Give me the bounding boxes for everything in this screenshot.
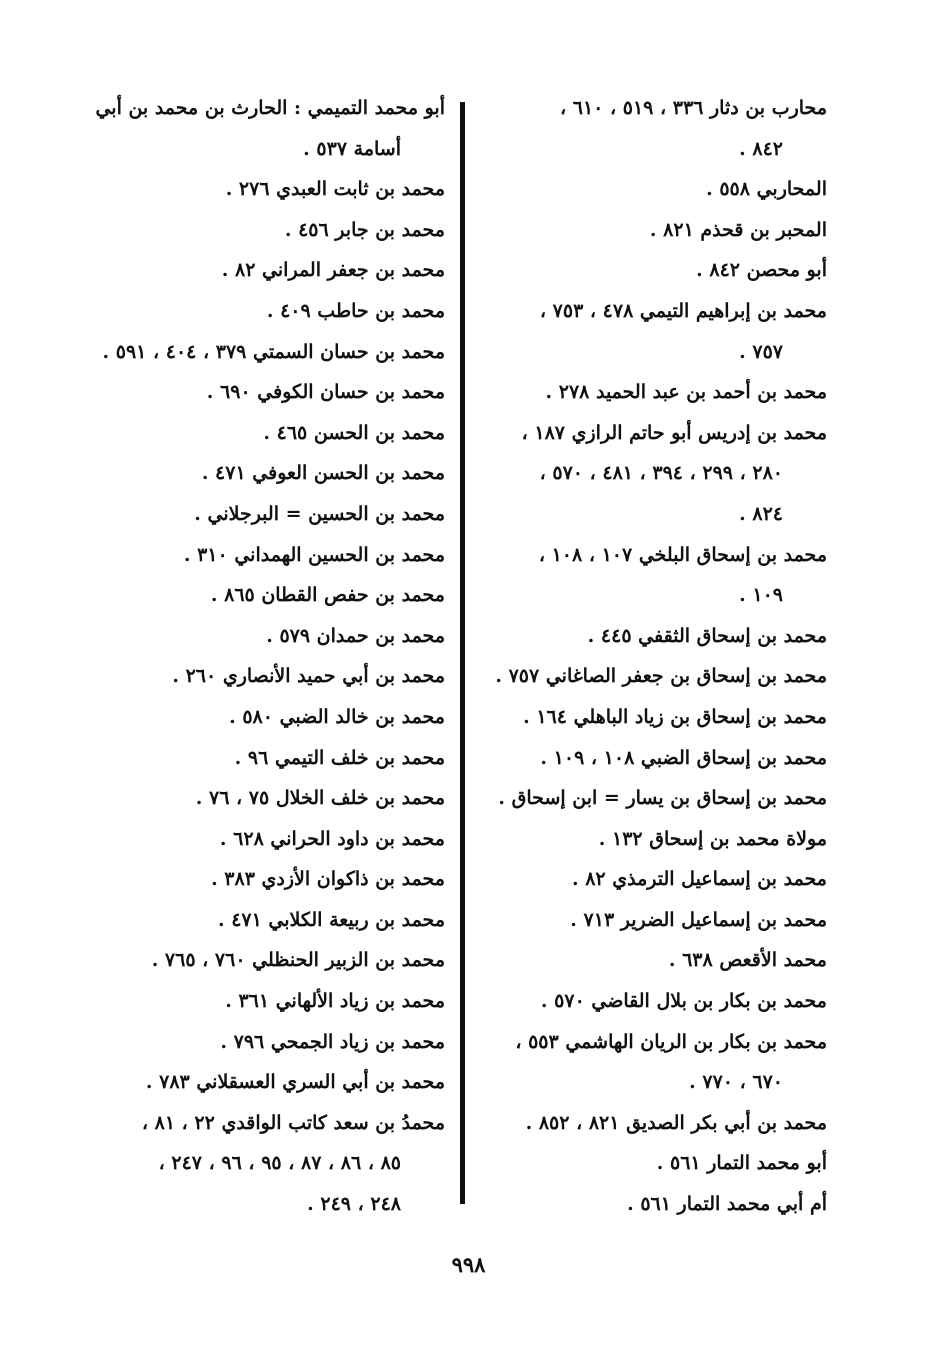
- index-entry: محمد بن الحسن ٤٦٥ .: [263, 421, 445, 444]
- index-entry: محمد بن إسحاق بن يسار = ابن إسحاق .: [498, 787, 827, 810]
- index-entry: محمد بن إسحاق الضبي ١٠٨ ، ١٠٩ .: [540, 746, 827, 769]
- index-entry: محمد بن الحسن العوفي ٤٧١ .: [201, 462, 445, 485]
- index-entry: مولاة محمد بن إسحاق ١٣٢ .: [598, 827, 827, 850]
- index-entry: محمد بن أحمد بن عبد الحميد ٢٧٨ .: [545, 381, 827, 404]
- index-entry: محمد بن الزبير الحنظلي ٧٦٠ ، ٧٦٥ .: [151, 949, 445, 972]
- index-entry: محمد الأقعص ٦٣٨ .: [668, 949, 827, 972]
- index-entry: محمد بن الحسين = البرجلاني .: [194, 502, 445, 525]
- index-entry: محمد بن ذاكوان الأزدي ٣٨٣ .: [211, 868, 445, 891]
- index-entry: محمد بن بكار بن بلال القاضي ٥٧٠ .: [540, 990, 827, 1013]
- index-entry: أبو محمد التمار ٥٦١ .: [656, 1152, 827, 1175]
- index-entry: محمد بن داود الحراني ٦٢٨ .: [219, 827, 445, 850]
- index-entry-continuation: ١٠٩ .: [739, 584, 783, 607]
- index-entry-continuation: ٢٨٠ ، ٢٩٩ ، ٣٩٤ ، ٤٨١ ، ٥٧٠ ،: [539, 462, 783, 485]
- index-entry-continuation: ٢٤٨ ، ٢٤٩ .: [307, 1193, 401, 1216]
- index-entry: محمد بن إسحاق الثقفي ٤٤٥ .: [587, 624, 827, 647]
- index-entry: محمد بن بكار بن الريان الهاشمي ٥٥٣ ،: [515, 1030, 827, 1053]
- index-entry: محمد بن ربيعة الكلابي ٤٧١ .: [217, 908, 445, 931]
- page-number: ٩٩٨: [451, 1252, 486, 1277]
- index-entry: محمد بن حسان الكوفي ٦٩٠ .: [206, 381, 445, 404]
- index-entry: محمد بن حسان السمتي ٣٧٩ ، ٤٠٤ ، ٥٩١ .: [102, 340, 445, 363]
- index-entry: محمد بن زياد الجمحي ٧٩٦ .: [220, 1030, 445, 1053]
- index-entry: محمد بن إسحاق بن زياد الباهلي ١٦٤ .: [523, 705, 827, 728]
- index-entry-continuation: ٨٢٤ .: [739, 502, 783, 525]
- index-entry: أبو محصن ٨٤٢ .: [696, 259, 827, 282]
- index-entry: محمد بن حاطب ٤٠٩ .: [266, 299, 445, 322]
- index-entry: محمد بن خلف التيمي ٩٦ .: [234, 746, 445, 769]
- index-entry: محمد بن أبي بكر الصديق ٨٢١ ، ٨٥٢ .: [525, 1111, 827, 1134]
- index-entry: محمد بن إسماعيل الضرير ٧١٣ .: [570, 908, 827, 931]
- index-column-right: [482, 88, 827, 1225]
- index-entry: المحبر بن قحذم ٨٢١ .: [649, 218, 827, 241]
- index-entry: محمد بن إسماعيل الترمذي ٨٢ .: [571, 868, 827, 891]
- index-entry: محمد بن حفص القطان ٨٦٥ .: [210, 584, 445, 607]
- index-entry: محمد بن إسحاق البلخي ١٠٧ ، ١٠٨ ،: [538, 543, 827, 566]
- index-entry: محمد بن الحسين الهمداني ٣١٠ .: [183, 543, 445, 566]
- index-entry: محمد بن أبي حميد الأنصاري ٢٦٠ .: [172, 665, 445, 688]
- index-entry: محمد بن إبراهيم التيمي ٤٧٨ ، ٧٥٣ ،: [539, 299, 827, 322]
- index-entry: محمدُ بن سعد كاتب الواقدي ٢٢ ، ٨١ ،: [141, 1111, 445, 1134]
- index-entry: محمد بن خلف الخلال ٧٥ ، ٧٦ .: [195, 787, 445, 810]
- index-entry-continuation: أسامة ٥٣٧ .: [303, 137, 401, 160]
- column-divider: [460, 102, 465, 1204]
- index-entry-continuation: ٧٥٧ .: [739, 340, 783, 363]
- index-entry-continuation: ٦٧٠ ، ٧٧٠ .: [689, 1071, 783, 1094]
- index-entry-continuation: ٨٤٢ .: [739, 137, 783, 160]
- index-entry: محمد بن حمدان ٥٧٩ .: [266, 624, 445, 647]
- index-entry: محمد بن جابر ٤٥٦ .: [284, 218, 445, 241]
- index-entry: محمد بن إسحاق بن جعفر الصاغاني ٧٥٧ .: [495, 665, 827, 688]
- index-entry: أم أبي محمد التمار ٥٦١ .: [627, 1193, 827, 1216]
- index-entry: محارب بن دثار ٣٣٦ ، ٥١٩ ، ٦١٠ ،: [560, 97, 827, 119]
- index-entry-continuation: ٨٥ ، ٨٦ ، ٨٧ ، ٩٥ ، ٩٦ ، ٢٤٧ ،: [158, 1152, 401, 1175]
- index-entry: محمد بن خالد الضبي ٥٨٠ .: [229, 705, 445, 728]
- index-entry: المحاربي ٥٥٨ .: [706, 178, 827, 201]
- index-entry: محمد بن زياد الألهاني ٣٦١ .: [225, 990, 445, 1013]
- index-column-left: [73, 88, 445, 1225]
- index-entry: أبو محمد التميمي : الحارث بن محمد بن أبي: [95, 97, 445, 119]
- index-entry: محمد بن جعفر المراني ٨٢ .: [221, 259, 445, 282]
- index-entry: محمد بن ثابت العبدي ٢٧٦ .: [225, 178, 445, 201]
- index-entry: محمد بن أبي السري العسقلاني ٧٨٣ .: [145, 1071, 445, 1094]
- index-entry: محمد بن إدريس أبو حاتم الرازي ١٨٧ ،: [521, 421, 827, 444]
